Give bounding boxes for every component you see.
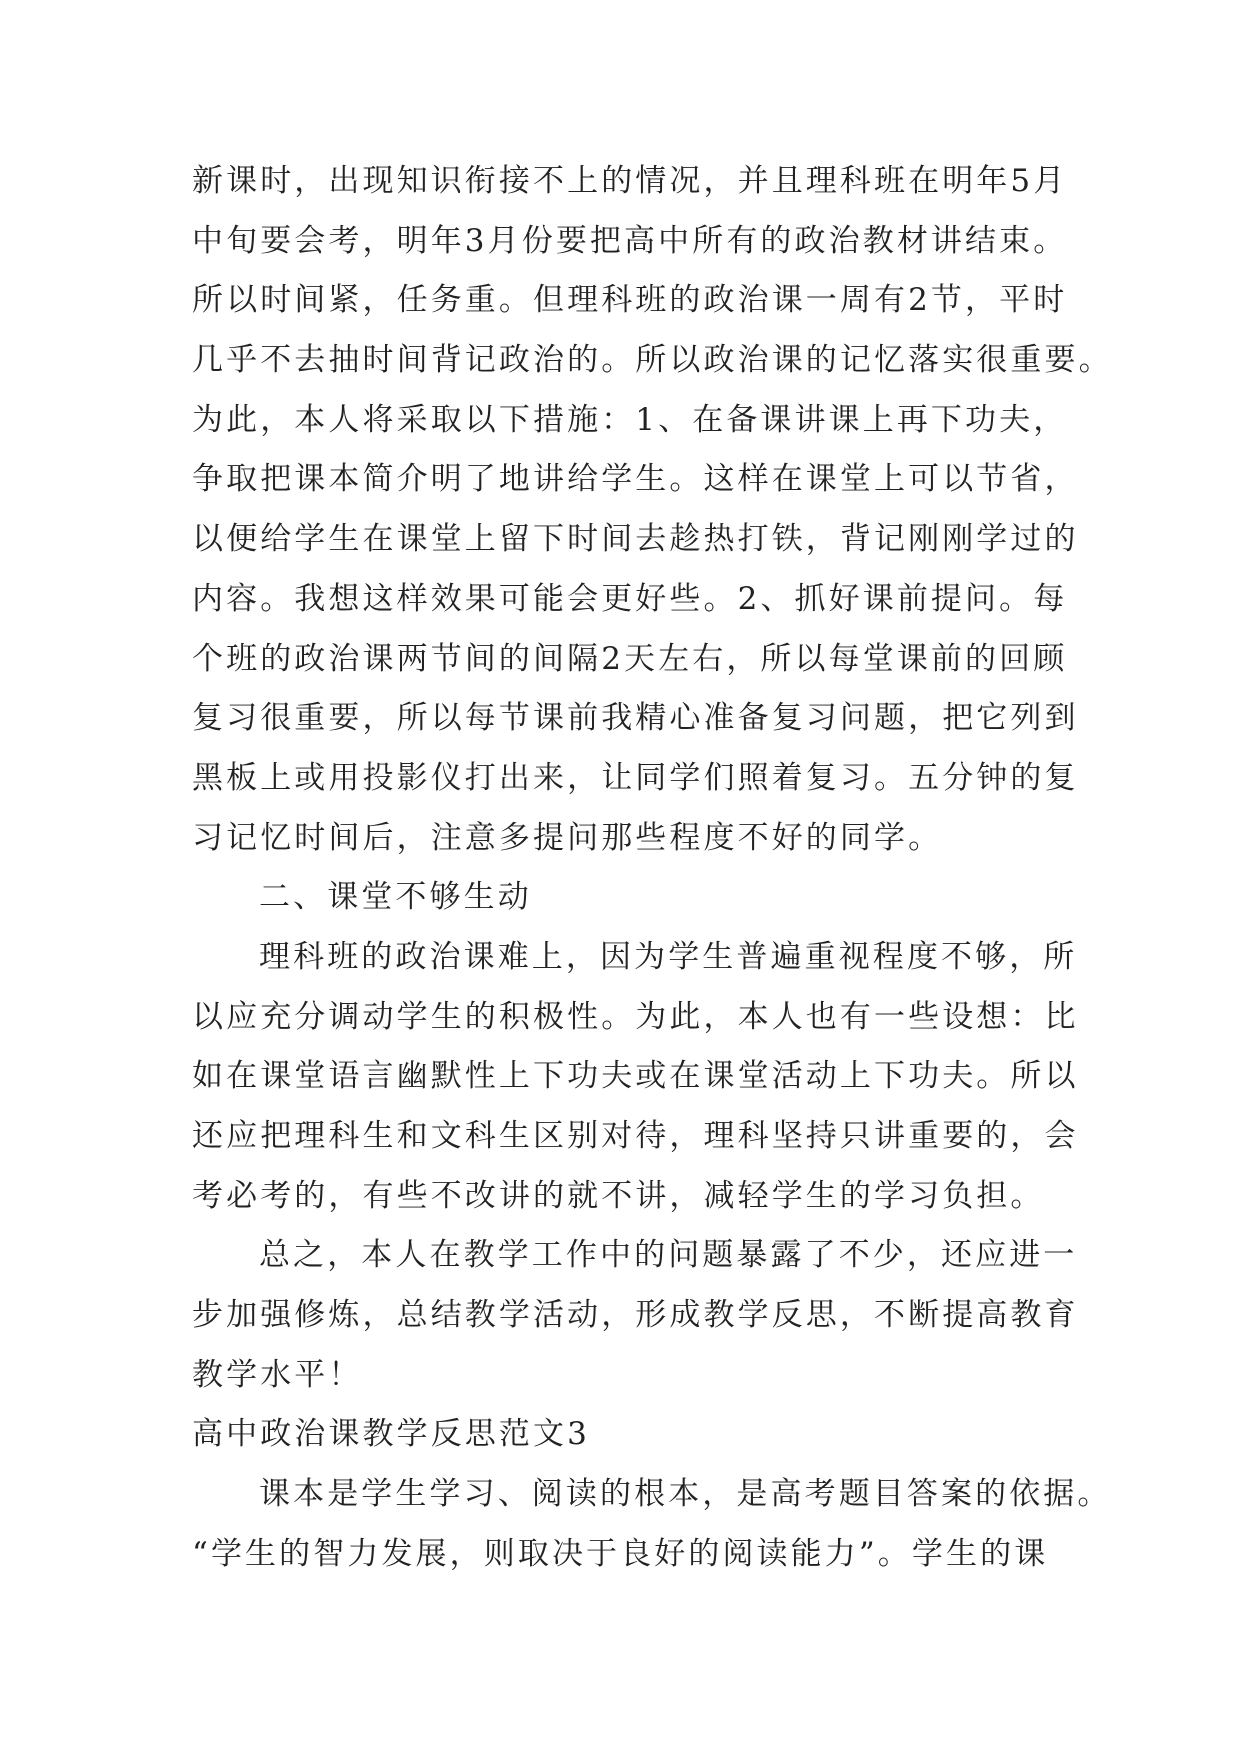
text-line-9: 个班的政治课两节间的间隔2天左右，所以每堂课前的回顾: [192, 640, 1068, 677]
text-line-20: 步加强修炼，总结教学活动，形成教学反思，不断提高教育: [192, 1297, 1079, 1334]
text-line-16: 如在课堂语言幽默性上下功夫或在课堂活动上下功夫。所以: [192, 1058, 1079, 1095]
text-line-2: 中旬要会考，明年3月份要把高中所有的政治教材讲结束。: [192, 222, 1068, 259]
document-body: [192, 152, 1113, 1585]
text-line-12: 习记忆时间后，注意多提问那些程度不好的同学。: [192, 819, 943, 856]
article-title: 高中政治课教学反思范文3: [192, 1416, 590, 1453]
text-line-8: 内容。我想这样效果可能会更好些。2、抓好课前提问。每: [192, 580, 1068, 617]
text-line-15: 以应充分调动学生的积极性。为此，本人也有一些设想：比: [192, 998, 1079, 1035]
text-line-24: “学生的智力发展，则取决于良好的阅读能力”。学生的课: [192, 1535, 1049, 1572]
text-line-17: 还应把理科生和文科生区别对待，理科坚持只讲重要的，会: [192, 1118, 1079, 1154]
text-line-7: 以便给学生在课堂上留下时间去趁热打铁，背记刚刚学过的: [192, 521, 1079, 558]
section-heading: 二、课堂不够生动: [259, 879, 532, 916]
text-line-18: 考必考的，有些不改讲的就不讲，减轻学生的学习负担。: [192, 1177, 1045, 1214]
text-line-19: 总之，本人在教学工作中的问题暴露了不少，还应进一: [259, 1237, 1078, 1274]
text-line-1: 新课时，出现知识衔接不上的情况，并且理科班在明年5月: [192, 163, 1068, 199]
text-line-23: 课本是学生学习、阅读的根本，是高考题目答案的依据。: [259, 1476, 1112, 1513]
text-line-5: 为此，本人将采取以下措施：1、在备课讲课上再下功夫，: [192, 401, 1068, 438]
text-line-3: 所以时间紧，任务重。但理科班的政治课一周有2节，平时: [192, 282, 1068, 319]
text-line-10: 复习很重要，所以每节课前我精心准备复习问题，把它列到: [192, 700, 1079, 737]
text-line-14: 理科班的政治课难上，因为学生普遍重视程度不够，所: [259, 938, 1078, 975]
text-line-6: 争取把课本简介明了地讲给学生。这样在课堂上可以节省，: [192, 461, 1079, 498]
text-line-11: 黑板上或用投影仪打出来，让同学们照着复习。五分钟的复: [192, 759, 1079, 796]
text-line-21: 教学水平！: [192, 1356, 363, 1393]
text-line-4: 几乎不去抽时间背记政治的。所以政治课的记忆落实很重要。: [192, 342, 1113, 379]
